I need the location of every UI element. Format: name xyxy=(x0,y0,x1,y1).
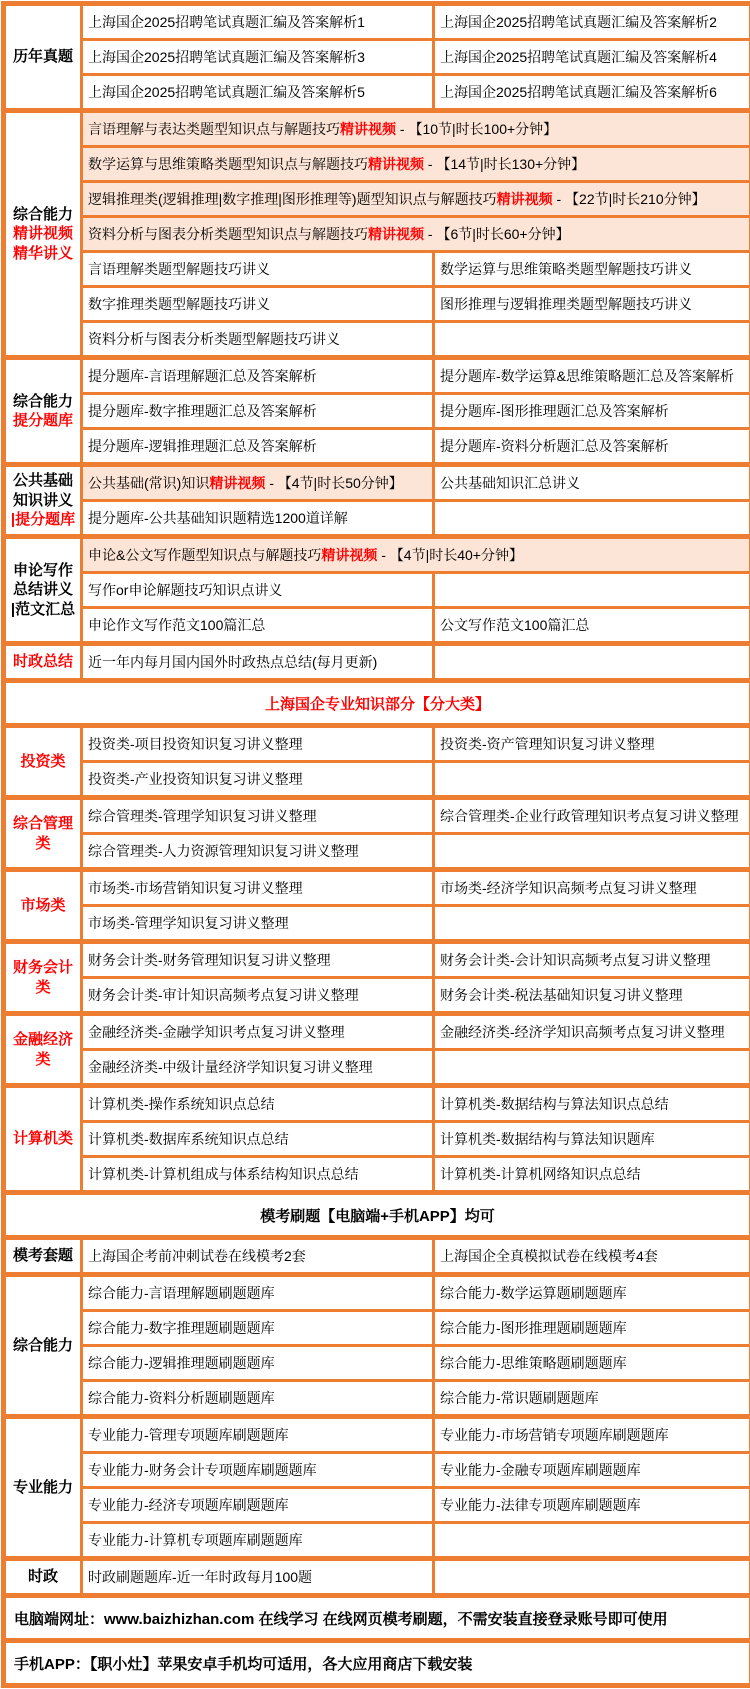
section-label-line: 时政总结 xyxy=(8,652,78,672)
item-text: 财务会计类-财务管理知识复习讲义整理 xyxy=(88,952,331,968)
item-text: 数学运算与思维策略类题型解题技巧讲义 xyxy=(440,261,692,277)
section-label xyxy=(4,1417,82,1559)
course-item-cell xyxy=(434,762,750,798)
section-label-line: 计算机类 xyxy=(8,1129,78,1149)
item-text: 言语理解类题型解题技巧讲义 xyxy=(88,261,270,277)
item-text: 上海国企2025招聘笔试真题汇编及答案解析6 xyxy=(440,84,717,100)
item-text: - 【4节|时长50分钟】 xyxy=(265,475,402,491)
section-label-line: 总结讲义 xyxy=(8,580,78,600)
item-text: 市场类-管理学知识复习讲义整理 xyxy=(88,915,289,931)
item-text: 提分题库-数学运算&思维策略题汇总及答案解析 xyxy=(440,368,734,384)
item-text: 提分题库-言语理解题汇总及答案解析 xyxy=(88,368,317,384)
course-item-cell xyxy=(82,1523,434,1559)
course-item-cell xyxy=(82,1346,434,1381)
section-banner: 上海国企专业知识部分【分大类】 xyxy=(4,681,750,726)
course-item-cell xyxy=(434,1122,750,1157)
item-text: 数学运算与思维策略类题型知识点与解题技巧 xyxy=(88,156,368,172)
course-item-cell xyxy=(434,1488,750,1523)
course-item-cell xyxy=(82,429,434,465)
course-item-cell xyxy=(434,1453,750,1488)
course-item-cell xyxy=(82,322,434,358)
section-label-line: 精华讲义 xyxy=(8,244,78,264)
item-text: 专业能力-管理专项题库刷题题库 xyxy=(88,1427,289,1443)
section-label-line: 类 xyxy=(8,978,78,998)
course-item-cell xyxy=(434,1238,750,1275)
course-item-cell xyxy=(82,182,750,217)
item-text: 综合管理类-人力资源管理知识复习讲义整理 xyxy=(88,843,359,859)
item-text: 市场类-经济学知识高频考点复习讲义整理 xyxy=(440,880,697,896)
highlight-text: 精讲视频 xyxy=(497,191,553,207)
section-label-line: |提分题库 xyxy=(8,510,78,530)
item-text: 上海国企考前冲刺试卷在线模考2套 xyxy=(88,1248,306,1264)
item-text: 上海国企2025招聘笔试真题汇编及答案解析5 xyxy=(88,84,365,100)
course-item-cell xyxy=(434,1086,750,1122)
course-item-cell xyxy=(82,978,434,1014)
section-label xyxy=(4,644,82,681)
item-text: 申论&公文写作题型知识点与解题技巧 xyxy=(88,547,321,563)
course-item-cell xyxy=(82,394,434,429)
section-label-line: 时政 xyxy=(8,1567,78,1587)
item-text: 上海国企2025招聘笔试真题汇编及答案解析4 xyxy=(440,49,717,65)
section-label-line: 模考套题 xyxy=(8,1246,78,1266)
section-label xyxy=(4,465,82,537)
course-item-cell xyxy=(82,1086,434,1122)
item-text: 综合能力-图形推理题刷题题库 xyxy=(440,1320,627,1336)
course-item-cell xyxy=(82,834,434,870)
highlight-text: 精讲视频 xyxy=(368,226,424,242)
course-item-cell xyxy=(82,1275,434,1311)
item-text: 市场类-市场营销知识复习讲义整理 xyxy=(88,880,303,896)
course-item-cell xyxy=(82,870,434,906)
course-item-cell xyxy=(82,1453,434,1488)
section-label xyxy=(4,537,82,644)
highlight-text: 精讲视频 xyxy=(209,475,265,491)
item-text: 公共基础(常识)知识 xyxy=(88,475,209,491)
section-label xyxy=(4,870,82,942)
course-item-cell xyxy=(434,4,750,40)
footer-note: 电脑端网址：www.baizhizhan.com 在线学习 在线网页模考刷题，不需安装直接登录账号即可使用 xyxy=(4,1596,750,1641)
item-text: 财务会计类-会计知识高频考点复习讲义整理 xyxy=(440,952,711,968)
course-item-cell xyxy=(82,147,750,182)
course-item-cell xyxy=(434,394,750,429)
item-text: 逻辑推理类(逻辑推理|数字推理|图形推理等)题型知识点与解题技巧 xyxy=(88,191,497,207)
section-label xyxy=(4,1559,82,1596)
section-label xyxy=(4,4,82,111)
section-label-line: 金融经济 xyxy=(8,1030,78,1050)
item-text: 综合能力-数字推理题刷题题库 xyxy=(88,1320,275,1336)
item-text: 言语理解与表达类题型知识点与解题技巧 xyxy=(88,121,340,137)
course-item-cell xyxy=(82,1311,434,1346)
item-text: 综合能力-数学运算题刷题题库 xyxy=(440,1285,627,1301)
item-text: 公文写作范文100篇汇总 xyxy=(440,617,589,633)
course-item-cell xyxy=(434,1559,750,1596)
section-label xyxy=(4,798,82,870)
course-item-cell xyxy=(434,322,750,358)
section-label xyxy=(4,358,82,465)
item-text: 写作or申论解题技巧知识点讲义 xyxy=(88,582,282,598)
item-text: 金融经济类-中级计量经济学知识复习讲义整理 xyxy=(88,1059,373,1075)
course-item-cell xyxy=(434,906,750,942)
item-text: 综合能力-思维策略题刷题题库 xyxy=(440,1355,627,1371)
section-label xyxy=(4,1275,82,1417)
item-text: 提分题库-图形推理题汇总及答案解析 xyxy=(440,403,669,419)
item-text: 提分题库-逻辑推理题汇总及答案解析 xyxy=(88,438,317,454)
item-text: 申论作文写作范文100篇汇总 xyxy=(88,617,265,633)
section-label-line: 财务会计 xyxy=(8,958,78,978)
item-text: 投资类-项目投资知识复习讲义整理 xyxy=(88,736,303,752)
course-item-cell xyxy=(82,1488,434,1523)
course-item-cell xyxy=(434,1523,750,1559)
course-item-cell xyxy=(434,1275,750,1311)
section-label-line: 投资类 xyxy=(8,752,78,772)
course-item-cell xyxy=(434,501,750,537)
course-item-cell xyxy=(82,1157,434,1193)
section-label-line: 公共基础 xyxy=(8,471,78,491)
item-text: 计算机类-数据结构与算法知识点总结 xyxy=(440,1096,669,1112)
course-item-cell xyxy=(82,726,434,762)
item-text: 投资类-资产管理知识复习讲义整理 xyxy=(440,736,655,752)
course-item-cell xyxy=(434,798,750,834)
item-text: 专业能力-市场营销专项题库刷题题库 xyxy=(440,1427,669,1443)
course-item-cell xyxy=(82,111,750,147)
item-text: 计算机类-数据结构与算法知识题库 xyxy=(440,1131,655,1147)
course-item-cell xyxy=(82,1417,434,1453)
section-label-line: 历年真题 xyxy=(8,47,78,67)
section-label-line: 综合能力 xyxy=(8,392,78,412)
item-text: 金融经济类-经济学知识高频考点复习讲义整理 xyxy=(440,1024,725,1040)
section-label-line: 类 xyxy=(8,834,78,854)
item-text: 近一年内每月国内国外时政热点总结(每月更新) xyxy=(88,654,377,670)
course-item-cell xyxy=(434,834,750,870)
item-text: 金融经济类-金融学知识考点复习讲义整理 xyxy=(88,1024,345,1040)
course-item-cell xyxy=(82,1050,434,1086)
course-item-cell xyxy=(82,1014,434,1050)
item-text: 专业能力-法律专项题库刷题题库 xyxy=(440,1497,641,1513)
section-label-line: 精讲视频 xyxy=(8,224,78,244)
section-label xyxy=(4,111,82,358)
item-text: 时政刷题题库-近一年时政每月100题 xyxy=(88,1569,312,1585)
course-item-cell xyxy=(82,762,434,798)
highlight-text: 精讲视频 xyxy=(368,156,424,172)
course-item-cell xyxy=(82,501,434,537)
course-item-cell xyxy=(434,1311,750,1346)
item-text: 专业能力-财务会计专项题库刷题题库 xyxy=(88,1462,317,1478)
section-label-line: 知识讲义 xyxy=(8,491,78,511)
item-text: 专业能力-经济专项题库刷题题库 xyxy=(88,1497,289,1513)
item-text: - 【14节|时长130+分钟】 xyxy=(424,156,585,172)
footer-note: 手机APP：【职小灶】苹果安卓手机均可适用，各大应用商店下载安装 xyxy=(4,1641,750,1686)
course-item-cell xyxy=(82,537,750,573)
item-text: 计算机类-数据库系统知识点总结 xyxy=(88,1131,289,1147)
course-item-cell xyxy=(82,644,434,681)
course-item-cell xyxy=(434,429,750,465)
course-item-cell xyxy=(434,252,750,287)
course-table xyxy=(1,1,750,1688)
section-banner: 模考刷题【电脑端+手机APP】均可 xyxy=(4,1193,750,1238)
section-label xyxy=(4,1086,82,1193)
item-text: 上海国企2025招聘笔试真题汇编及答案解析1 xyxy=(88,14,365,30)
item-text: 综合能力-常识题刷题题库 xyxy=(440,1390,599,1406)
section-label-line: 综合能力 xyxy=(8,1336,78,1356)
section-label xyxy=(4,1014,82,1086)
course-item-cell xyxy=(434,1157,750,1193)
course-item-cell xyxy=(82,465,434,501)
course-item-cell xyxy=(82,1381,434,1417)
highlight-text: 精讲视频 xyxy=(321,547,377,563)
course-item-cell xyxy=(434,358,750,394)
course-item-cell xyxy=(434,1381,750,1417)
item-text: - 【10节|时长100+分钟】 xyxy=(396,121,557,137)
course-table-body xyxy=(4,4,750,1686)
item-text: 图形推理与逻辑推理类题型解题技巧讲义 xyxy=(440,296,692,312)
course-item-cell xyxy=(434,287,750,322)
section-label-line: 提分题库 xyxy=(8,411,78,431)
section-label-line: 市场类 xyxy=(8,896,78,916)
section-label-line: 综合管理 xyxy=(8,814,78,834)
item-text: 专业能力-金融专项题库刷题题库 xyxy=(440,1462,641,1478)
course-item-cell xyxy=(82,358,434,394)
section-label-line: 申论写作 xyxy=(8,561,78,581)
item-text: 提分题库-公共基础知识题精选1200道详解 xyxy=(88,510,348,526)
item-text: 数字推理类题型解题技巧讲义 xyxy=(88,296,270,312)
section-label-line: 综合能力 xyxy=(8,205,78,225)
course-item-cell xyxy=(434,942,750,978)
item-text: 计算机类-计算机网络知识点总结 xyxy=(440,1166,641,1182)
section-label-line: 专业能力 xyxy=(8,1478,78,1498)
course-item-cell xyxy=(82,1559,434,1596)
item-text: - 【4节|时长40+分钟】 xyxy=(377,547,523,563)
item-text: 计算机类-计算机组成与体系结构知识点总结 xyxy=(88,1166,359,1182)
course-item-cell xyxy=(434,40,750,75)
item-text: 计算机类-操作系统知识点总结 xyxy=(88,1096,275,1112)
item-text: 上海国企2025招聘笔试真题汇编及答案解析2 xyxy=(440,14,717,30)
item-text: 综合管理类-管理学知识复习讲义整理 xyxy=(88,808,317,824)
item-text: - 【6节|时长60+分钟】 xyxy=(424,226,570,242)
course-item-cell xyxy=(434,1014,750,1050)
item-text: 综合能力-资料分析题刷题题库 xyxy=(88,1390,275,1406)
item-text: 上海国企全真模拟试卷在线模考4套 xyxy=(440,1248,658,1264)
highlight-text: 精讲视频 xyxy=(340,121,396,137)
section-label xyxy=(4,942,82,1014)
item-text: - 【22节|时长210分钟】 xyxy=(553,191,706,207)
course-item-cell xyxy=(82,608,434,644)
section-label-line: 类 xyxy=(8,1050,78,1070)
item-text: 资料分析与图表分析类题型解题技巧讲义 xyxy=(88,331,340,347)
course-item-cell xyxy=(82,75,434,111)
course-item-cell xyxy=(434,978,750,1014)
course-item-cell xyxy=(82,40,434,75)
item-text: 财务会计类-审计知识高频考点复习讲义整理 xyxy=(88,987,359,1003)
course-item-cell xyxy=(434,608,750,644)
item-text: 专业能力-计算机专项题库刷题题库 xyxy=(88,1532,303,1548)
course-item-cell xyxy=(82,287,434,322)
item-text: 综合管理类-企业行政管理知识考点复习讲义整理 xyxy=(440,808,739,824)
course-item-cell xyxy=(82,217,750,252)
item-text: 综合能力-逻辑推理题刷题题库 xyxy=(88,1355,275,1371)
course-item-cell xyxy=(82,942,434,978)
item-text: 提分题库-数字推理题汇总及答案解析 xyxy=(88,403,317,419)
item-text: 提分题库-资料分析题汇总及答案解析 xyxy=(440,438,669,454)
item-text: 投资类-产业投资知识复习讲义整理 xyxy=(88,771,303,787)
course-item-cell xyxy=(434,1417,750,1453)
course-item-cell xyxy=(82,573,434,608)
item-text: 资料分析与图表分析类题型知识点与解题技巧 xyxy=(88,226,368,242)
item-text: 综合能力-言语理解题刷题题库 xyxy=(88,1285,275,1301)
course-item-cell xyxy=(82,1122,434,1157)
item-text: 上海国企2025招聘笔试真题汇编及答案解析3 xyxy=(88,49,365,65)
course-item-cell xyxy=(434,75,750,111)
course-item-cell xyxy=(434,573,750,608)
course-item-cell xyxy=(434,644,750,681)
course-item-cell xyxy=(82,252,434,287)
course-item-cell xyxy=(434,1050,750,1086)
course-item-cell xyxy=(434,726,750,762)
course-item-cell xyxy=(434,465,750,501)
course-item-cell xyxy=(434,1346,750,1381)
section-label xyxy=(4,1238,82,1275)
course-item-cell xyxy=(82,798,434,834)
item-text: 财务会计类-税法基础知识复习讲义整理 xyxy=(440,987,683,1003)
course-item-cell xyxy=(82,906,434,942)
course-item-cell xyxy=(434,870,750,906)
section-label-line: |范文汇总 xyxy=(8,600,78,620)
course-item-cell xyxy=(82,1238,434,1275)
course-item-cell xyxy=(82,4,434,40)
section-label xyxy=(4,726,82,798)
item-text: 公共基础知识汇总讲义 xyxy=(440,475,580,491)
